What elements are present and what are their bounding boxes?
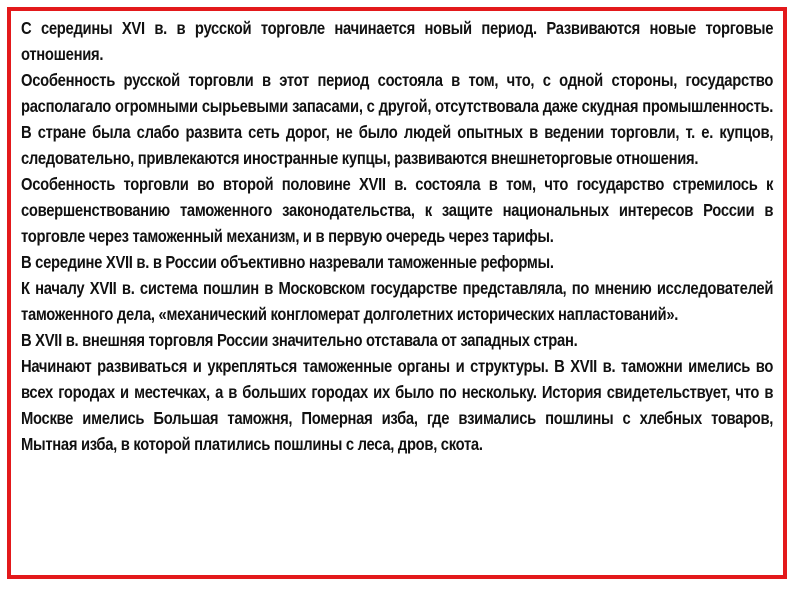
paragraph-5: К началу XVII в. система пошлин в Московском государстве представляла, по мнению исследователей таможенного дела, «механический конгломерат долголетних исторических напластований». [21,278,774,324]
paragraph-4: В середине XVII в. в России объективно назревали таможенные реформы. [21,252,554,272]
paragraph-3: Особенность торговли во второй половине XVII в. состояла в том, что государство стремилось к совершенствованию таможенного законодательства, к защите национальных интересов России в торговле через таможенный механизм, и в первую очередь через тарифы. [21,174,774,246]
paragraph-1: С середины XVI в. в русской торговле начинается новый период. Развиваются новые торговые отношения. [21,18,774,64]
paragraph-6: В XVII в. внешняя торговля России значительно отставала от западных стран. [21,330,578,350]
paragraph-2: Особенность русской торговли в этот период состояла в том, что, с одной стороны, государство располагало огромными сырьевыми запасами, с другой, отсутствовала даже скудная промышленность. В стране была слабо развита сеть дорог, не было людей опытных в ведении торговли, т. е. купцов, следовательно, привлекаются иностранные купцы, развиваются внешнеторговые отношения. [21,70,774,168]
paragraph-7: Начинают развиваться и укрепляться таможенные органы и структуры. В XVII в. таможни имелись во всех городах и местечках, а в больших городах их было по нескольку. История свидетельствует, что в Москве имелись Большая таможня, Померная изба, где взимались пошлины с хлебных товаров, Мытная изба, в которой платились пошлины с леса, дров, скота. [21,356,774,454]
document-frame [7,7,787,579]
document-body [21,15,773,457]
